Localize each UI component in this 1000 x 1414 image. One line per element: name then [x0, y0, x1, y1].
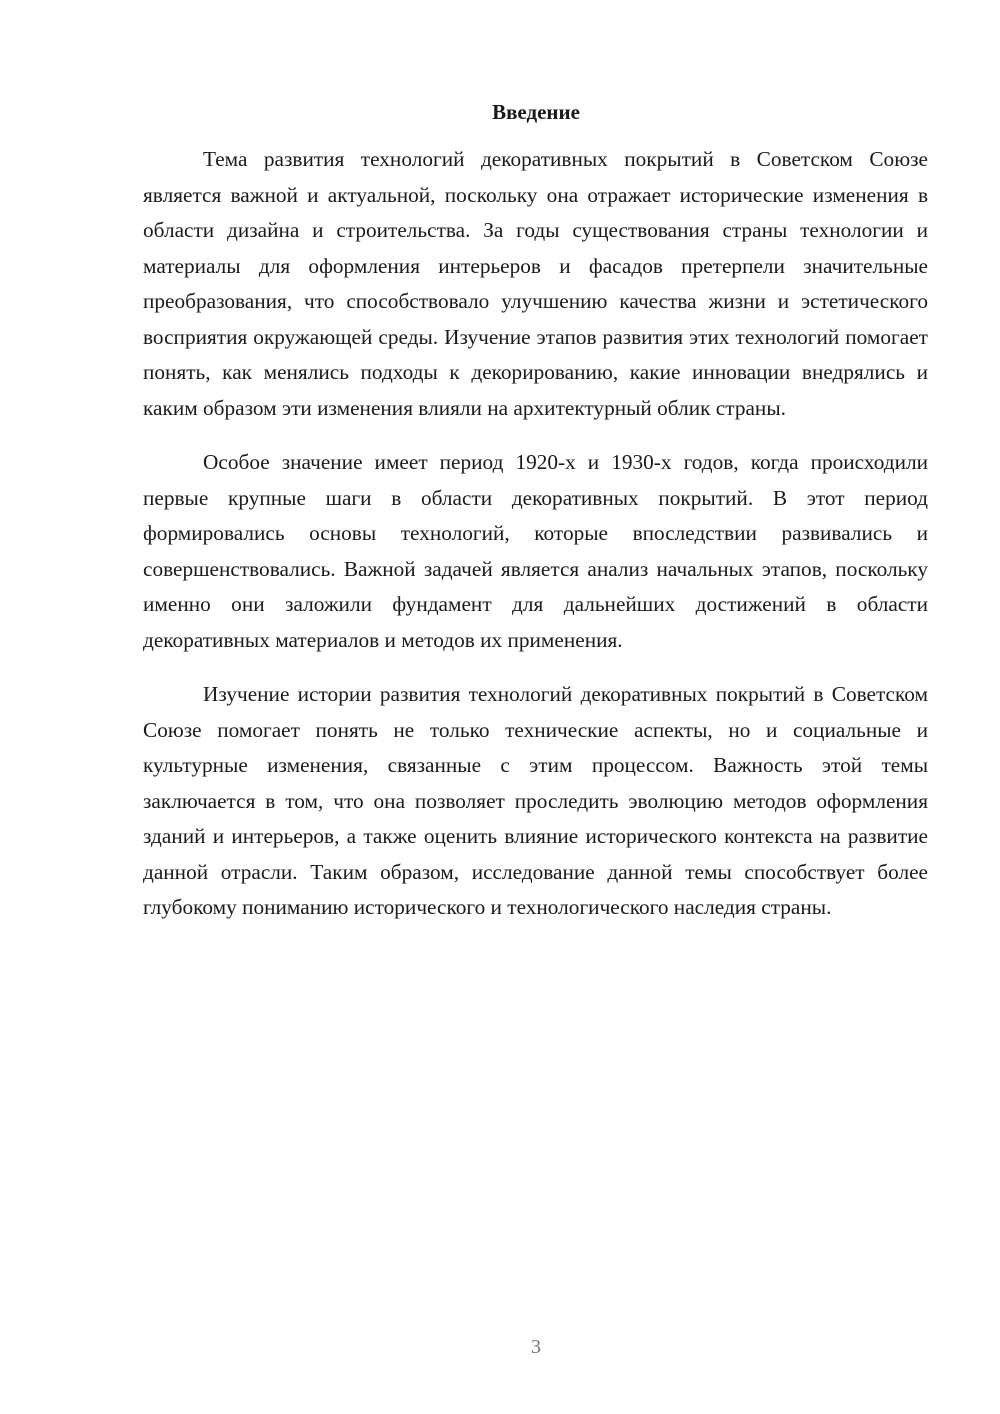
paragraph-1: Тема развития технологий декоративных покрытий в Советском Союзе является важной и актуальной, поскольку она отражает исторические изменения в области дизайна и строительства. За годы существования страны технологии и материалы для оформления интерьеров и фасадов претерпели значительные преобразования, что способствовало улучшению качества жизни и эстетического восприятия окружающей среды. Изучение этапов развития этих технологий помогает понять, как менялись подходы к декорированию, какие инновации внедрялись и каким образом эти изменения влияли на архитектурный облик страны.: [143, 147, 928, 420]
page-number: 3: [531, 1336, 541, 1358]
paragraph-3: Изучение истории развития технологий декоративных покрытий в Советском Союзе помогает понять не только технические аспекты, но и социальные и культурные изменения, связанные с этим процессом. Важность этой темы заключается в том, что она позволяет проследить эволюцию методов оформления зданий и интерьеров, а также оценить влияние исторического контекста на развитие данной отрасли. Таким образом, исследование данной темы способствует более глубокому пониманию исторического и технологического наследия страны.: [143, 682, 928, 919]
section-heading: Введение: [492, 100, 580, 124]
paragraph-2: Особое значение имеет период 1920-х и 1930-х годов, когда происходили первые крупные шаги в области декоративных покрытий. В этот период формировались основы технологий, которые впоследствии развивались и совершенствовались. Важной задачей является анализ начальных этапов, поскольку именно они заложили фундамент для дальнейших достижений в области декоративных материалов и методов их применения.: [143, 450, 928, 652]
body-text: [143, 142, 928, 945]
